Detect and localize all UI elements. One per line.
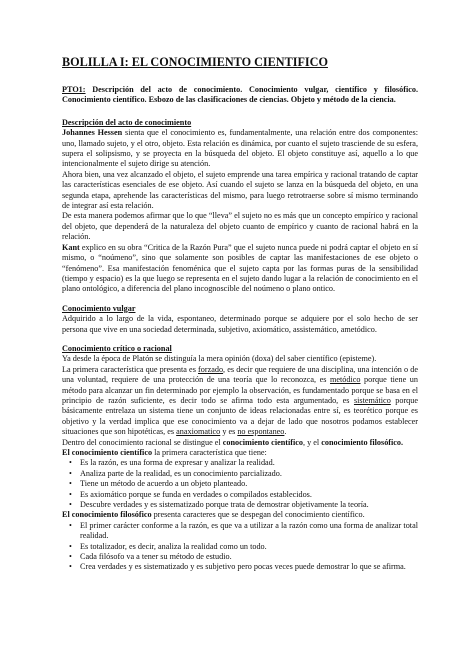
paragraph-text: sienta que el conocimiento es, fundamentalmente, una relación entre dos componentes: uno, llamado sujeto, y el otro, objeto. Esta relación es dinámica, por cuanto el sujeto trasciende de su esfera, supera el solipsismo, y se proyecta en la búsqueda del objeto. El objeto constituye así, aquello a lo que intencionalmente el sujeto dirige su atención. bbox=[62, 128, 418, 169]
term-filosofico-lead: El conocimiento filosófico bbox=[62, 510, 152, 520]
pto-text: Descripción del acto de conocimiento. Conocimiento vulgar, científico y filosófico. Conocimiento científico. Esbozo de las clasificaciones de ciencias. Objeto y método de la ciencia. bbox=[62, 85, 418, 105]
list-item: • Tiene un método de acuerdo a un objeto planteado. bbox=[80, 479, 418, 489]
list-item: • Descubre verdades y es sistematizado porque trata de demostrar objetivamente la teoría. bbox=[80, 500, 418, 510]
pto-summary bbox=[62, 85, 418, 106]
term-cientifico-lead: El conocimiento científico bbox=[62, 448, 153, 457]
section-heading-critico: Conocimiento crítico o racional bbox=[62, 343, 172, 353]
author-kant: Kant bbox=[62, 242, 80, 252]
paragraph-concepto: De esta manera podemos afirmar que lo que “lleva” el sujeto no es más que un concepto empírico y racional del objeto, que dependerá de la naturaleza del objeto cuanto de empírico y cuanto de racional habrá en la relación. bbox=[62, 211, 418, 242]
text-run: , es decir que requiere de una disciplina, una intención o de una voluntad, requiere de una protección de una teoría que lo reconozca, es bbox=[62, 364, 418, 385]
text-run: y es bbox=[220, 427, 238, 437]
text-run: porque tiene un método para alcanzar un fin determinado por ejemplo la observación, es fundamentado porque se basa en el principio de razón suficiente, es decir todo se afirma todo esta argumentado, es bbox=[62, 375, 418, 405]
list-item: • Es axiomático porque se funda en verdades o compilados establecidos. bbox=[80, 490, 418, 500]
list-item: • El primer carácter conforme a la razón, es que va a utilizar a la razón como una forma de analizar total realidad. bbox=[80, 521, 418, 542]
paragraph-text: explico en su obra “Critica de la Razón Pura” que el sujeto nunca puede ni podrá captar el objeto en sí mismo, o “noúmeno”, sino que solamente son posibles de captar las manifestaciones de ese objeto o “fenómeno”. Esa manifestación fenoménica que el sujeto capta por las formas puras de la sensibilidad (tiempo y espacio) es la que luego se representa en el sujeto dando lugar a la relación de conocimiento en el plano ontológico, a diferencia del plano incognoscible del noúmeno o plano ontico. bbox=[62, 242, 418, 294]
text-run: porque básicamente entrelaza un sistema tiene un conjunto de ideas relacionadas entre sí, es teorético porque es objetivo y la verdad implica que ese conocimiento va a dejar de lado que nosotros podamos establecer situaciones que son hipotéticas, es bbox=[62, 395, 418, 437]
paragraph-distincion bbox=[62, 438, 418, 448]
section-heading-acto: Descripción del acto de conocimiento bbox=[62, 117, 192, 127]
spacer bbox=[62, 335, 418, 344]
paragraph-objeto: Ahora bien, una vez alcanzado el objeto, el sujeto emprende una tarea empírica y racional tratando de captar las características esenciales de ese objeto. Así cuando el sujeto se lanza en la búsqueda del objeto, en una segunda etapa, aprehende las características del mismo, para luego retrotraerse sobre sí mismo terminando de integrar así esta relación. bbox=[62, 169, 418, 211]
paragraph-hessen bbox=[62, 128, 418, 170]
term-filosofico: conocimiento filosófico. bbox=[321, 437, 404, 447]
text-run: , y el bbox=[303, 437, 322, 447]
paragraph-kant bbox=[62, 243, 418, 295]
list-item: • Analiza parte de la realidad, es un conocimiento parcializado. bbox=[80, 469, 418, 479]
list-item: • Es la razón, es una forma de expresar y analizar la realidad. bbox=[80, 458, 418, 468]
spacer bbox=[62, 295, 418, 304]
term-metodico: metódico bbox=[330, 375, 361, 385]
pto-label: PTO1: bbox=[62, 85, 86, 94]
text-run: . bbox=[284, 427, 287, 437]
text-run: La primera característica que presenta es bbox=[62, 364, 199, 374]
paragraph-cientifico-intro bbox=[62, 448, 418, 458]
term-anaxiomatico: anaxiomatico bbox=[176, 427, 221, 437]
paragraph-vulgar: Adquirido a lo largo de la vida, espontaneo, determinado porque se adquiere por el solo hecho de ser persona que vive en una sociedad determinada, subjetivo, axiomático, assistemático, ametódico. bbox=[62, 314, 418, 334]
list-item: • Crea verdades y es sistematizado y es subjetivo pero pocas veces puede demostrar lo que se afirma. bbox=[80, 562, 418, 572]
list-item: • Cada filósofo va a tener su método de estudio. bbox=[80, 552, 418, 562]
term-no-espontaneo: no espontaneo bbox=[237, 427, 285, 437]
text-run: Dentro del conocimiento racional se distingue el bbox=[62, 437, 223, 447]
text-run: presenta caracteres que se despegan del conocimiento científico. bbox=[151, 510, 365, 520]
paragraph-platon: Ya desde la época de Platón se distinguía la mera opinión (doxa) del saber científico (episteme). bbox=[62, 354, 377, 364]
paragraph-caracteristicas bbox=[62, 365, 418, 438]
list-cientifico bbox=[62, 458, 418, 510]
author-hessen: Johannes Hessen bbox=[62, 128, 123, 138]
term-sistematico: sistemático bbox=[353, 395, 391, 405]
list-filosofico bbox=[62, 521, 418, 573]
text-run: la primera característica que tiene: bbox=[152, 448, 267, 457]
paragraph-filosofico-intro bbox=[62, 510, 418, 520]
term-cientifico: conocimiento científico bbox=[222, 437, 304, 447]
list-item: • Es totalizador, es decir, analiza la realidad como un todo. bbox=[80, 542, 418, 552]
document-title: BOLILLA I: EL CONOCIMIENTO CIENTIFICO bbox=[62, 55, 328, 69]
term-forzado: forzado bbox=[198, 364, 224, 374]
section-heading-vulgar: Conocimiento vulgar bbox=[62, 303, 136, 313]
